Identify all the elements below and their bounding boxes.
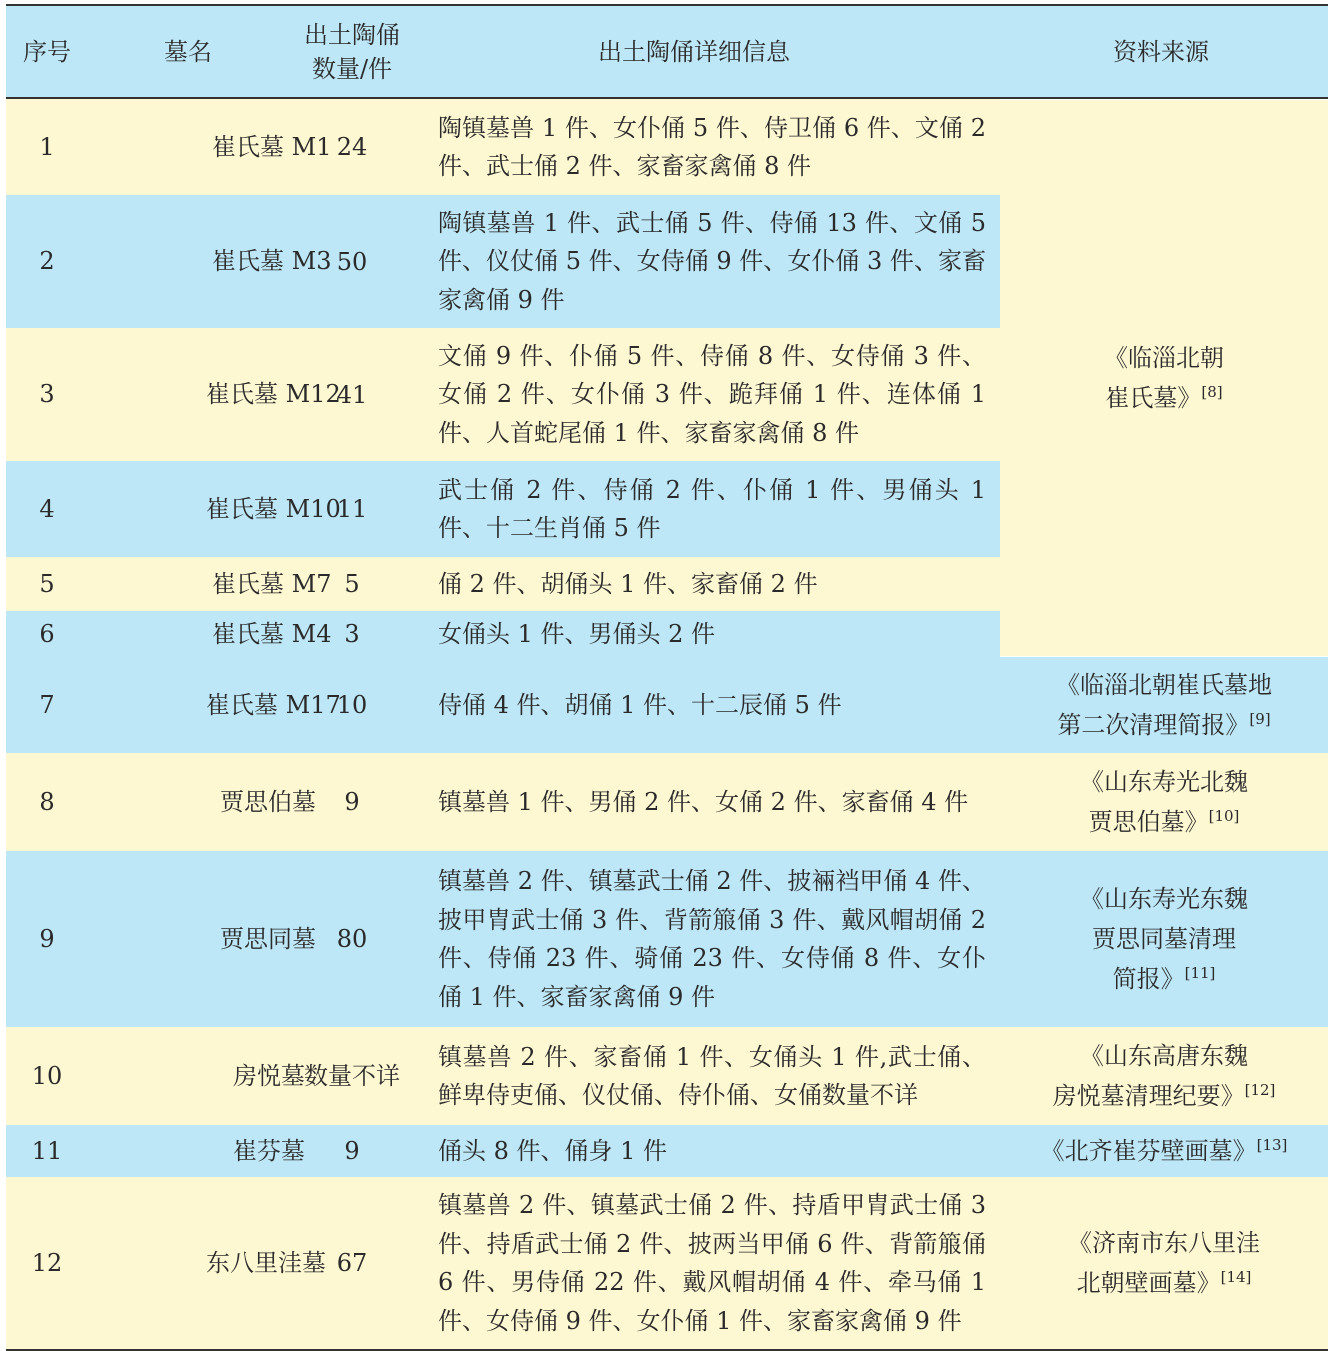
row-count-value: 9 — [344, 1136, 360, 1165]
row-seq: 4 — [6, 461, 88, 557]
source-cell — [1000, 1125, 1328, 1177]
row-tomb-name: 崔氏墓 M12 — [88, 328, 374, 461]
source-line: 《临淄北朝崔氏墓地 — [1056, 671, 1272, 699]
row-count-value: 数量不详 — [304, 1061, 400, 1090]
row-detail: 镇墓兽 1 件、男俑 2 件、女俑 2 件、家畜俑 4 件 — [414, 753, 1000, 851]
row-seq: 3 — [6, 328, 88, 461]
source-cell — [1000, 1177, 1328, 1350]
row-count — [336, 98, 414, 195]
row-tomb-name: 东八里洼墓 — [88, 1177, 374, 1350]
row-tomb-name: 崔氏墓 M3 — [88, 195, 374, 328]
source-line: 北朝壁画墓》 — [1076, 1269, 1221, 1297]
row-count — [336, 851, 414, 1027]
row-detail: 镇墓兽 2 件、镇墓武士俑 2 件、披裲裆甲俑 4 件、披甲胄武士俑 3 件、背箭箙俑 3 件、戴风帽胡俑 2 件、侍俑 23 件、骑俑 23 件、女侍俑 8 件、女仆俑 1 件、家畜家禽俑 9 件 — [414, 851, 1000, 1027]
row-detail: 镇墓兽 2 件、镇墓武士俑 2 件、持盾甲胄武士俑 3 件、持盾武士俑 2 件、披两当甲俑 6 件、背箭箙俑 6 件、男侍俑 22 件、戴风帽胡俑 4 件、牵马俑 1 件、女侍俑 9 件、女仆俑 1 件、家畜家禽俑 9 件 — [414, 1177, 1000, 1350]
row-count-value: 3 — [344, 619, 360, 648]
header-detail: 出土陶俑详细信息 — [414, 5, 1000, 98]
header-source: 资料来源 — [1000, 5, 1328, 98]
row-count-value: 5 — [344, 569, 360, 598]
source-ref: [11] — [1184, 964, 1216, 982]
source-line: 贾思同墓清理 — [1092, 925, 1236, 953]
source-line: 《山东高唐东魏 — [1080, 1042, 1248, 1070]
source-line: 房悦墓清理纪要》 — [1052, 1082, 1245, 1110]
row-count — [336, 328, 414, 461]
row-count-value: 9 — [344, 787, 360, 816]
row-count-value: 11 — [336, 494, 368, 523]
source-line: 崔氏墓》 — [1105, 384, 1202, 412]
source-line: 《济南市东八里洼 — [1068, 1229, 1260, 1257]
row-tomb-name: 崔氏墓 M7 — [88, 557, 374, 611]
row-detail: 俑头 8 件、俑身 1 件 — [414, 1125, 1000, 1177]
row-tomb-name: 贾思同墓 — [88, 851, 374, 1027]
source-line: 第二次清理简报》 — [1057, 711, 1250, 739]
source-ref: [14] — [1220, 1268, 1252, 1286]
source-ref: [10] — [1208, 807, 1240, 825]
source-cell — [1000, 98, 1328, 657]
source-ref: [13] — [1256, 1136, 1288, 1154]
row-tomb-name: 崔氏墓 M10 — [88, 461, 374, 557]
row-detail: 陶镇墓兽 1 件、武士俑 5 件、侍俑 13 件、文俑 5 件、仪仗俑 5 件、女侍俑 9 件、女仆俑 3 件、家畜家禽俑 9 件 — [414, 195, 1000, 328]
row-seq: 9 — [6, 851, 88, 1027]
row-detail: 女俑头 1 件、男俑头 2 件 — [414, 611, 1000, 657]
row-tomb-name: 崔芬墓 — [88, 1125, 374, 1177]
header-name: 墓名 — [88, 5, 374, 98]
row-count-value: 10 — [336, 690, 368, 719]
row-seq: 6 — [6, 611, 88, 657]
row-detail: 武士俑 2 件、侍俑 2 件、仆俑 1 件、男俑头 1 件、十二生肖俑 5 件 — [414, 461, 1000, 557]
row-count-value: 41 — [336, 380, 368, 409]
row-tomb-name: 贾思伯墓 — [88, 753, 374, 851]
source-cell — [1000, 657, 1328, 753]
source-cell — [1000, 851, 1328, 1027]
source-line: 《山东寿光东魏 — [1080, 885, 1248, 913]
row-seq: 5 — [6, 557, 88, 611]
source-cell — [1000, 1027, 1328, 1125]
source-line: 《临淄北朝 — [1104, 344, 1224, 372]
row-count — [336, 1177, 414, 1350]
header-seq: 序号 — [6, 5, 88, 98]
row-count — [336, 195, 414, 328]
source-line: 贾思伯墓》 — [1088, 808, 1209, 836]
header-row — [6, 5, 1328, 98]
row-count-value: 24 — [336, 132, 368, 161]
source-ref: [12] — [1244, 1081, 1276, 1099]
source-cell — [1000, 753, 1328, 851]
row-count-value: 50 — [336, 247, 368, 276]
row-seq: 2 — [6, 195, 88, 328]
table-row — [6, 1125, 1328, 1177]
source-line: 《北齐崔芬壁画墓》 — [1040, 1137, 1257, 1165]
row-count-value: 67 — [336, 1248, 368, 1277]
row-detail: 侍俑 4 件、胡俑 1 件、十二辰俑 5 件 — [414, 657, 1000, 753]
source-line: 《山东寿光北魏 — [1080, 768, 1248, 796]
source-linzi-cui — [1000, 100, 1328, 656]
source-ref: [8] — [1201, 383, 1223, 401]
table-row — [6, 98, 1328, 195]
row-seq: 11 — [6, 1125, 88, 1177]
table-row — [6, 851, 1328, 1027]
row-detail: 俑 2 件、胡俑头 1 件、家畜俑 2 件 — [414, 557, 1000, 611]
row-detail: 文俑 9 件、仆俑 5 件、侍俑 8 件、女侍俑 3 件、女俑 2 件、女仆俑 3 件、跪拜俑 1 件、连体俑 1 件、人首蛇尾俑 1 件、家畜家禽俑 8 件 — [414, 328, 1000, 461]
source-ref: [9] — [1249, 710, 1271, 728]
row-count — [344, 753, 414, 851]
table-row — [6, 1027, 1328, 1125]
row-tomb-name: 房悦墓 — [88, 1027, 374, 1125]
table-row — [6, 753, 1328, 851]
row-count — [344, 557, 414, 611]
row-seq: 12 — [6, 1177, 88, 1350]
table-row — [6, 1177, 1328, 1350]
row-detail: 镇墓兽 2 件、家畜俑 1 件、女俑头 1 件,武士俑、鲜卑侍吏俑、仪仗俑、侍仆俑、女俑数量不详 — [414, 1027, 1000, 1125]
header-count — [304, 5, 414, 98]
row-tomb-name: 崔氏墓 M1 — [88, 98, 374, 195]
header-count-line2: 数量/件 — [311, 54, 393, 83]
row-seq: 8 — [6, 753, 88, 851]
source-line: 简报》 — [1112, 965, 1185, 993]
row-count-value: 80 — [336, 924, 368, 953]
row-tomb-name: 崔氏墓 M17 — [88, 657, 374, 753]
tomb-figurine-table — [6, 4, 1328, 1351]
row-seq: 7 — [6, 657, 88, 753]
row-seq: 10 — [6, 1027, 88, 1125]
row-count — [336, 461, 414, 557]
row-tomb-name: 崔氏墓 M4 — [88, 611, 374, 657]
row-count — [304, 1027, 414, 1125]
row-count — [344, 611, 414, 657]
row-count — [344, 1125, 414, 1177]
table-row — [6, 657, 1328, 753]
header-count-line1: 出土陶俑 — [304, 20, 400, 49]
row-seq: 1 — [6, 98, 88, 195]
row-detail: 陶镇墓兽 1 件、女仆俑 5 件、侍卫俑 6 件、文俑 2 件、武士俑 2 件、家畜家禽俑 8 件 — [414, 98, 1000, 195]
row-count — [336, 657, 414, 753]
